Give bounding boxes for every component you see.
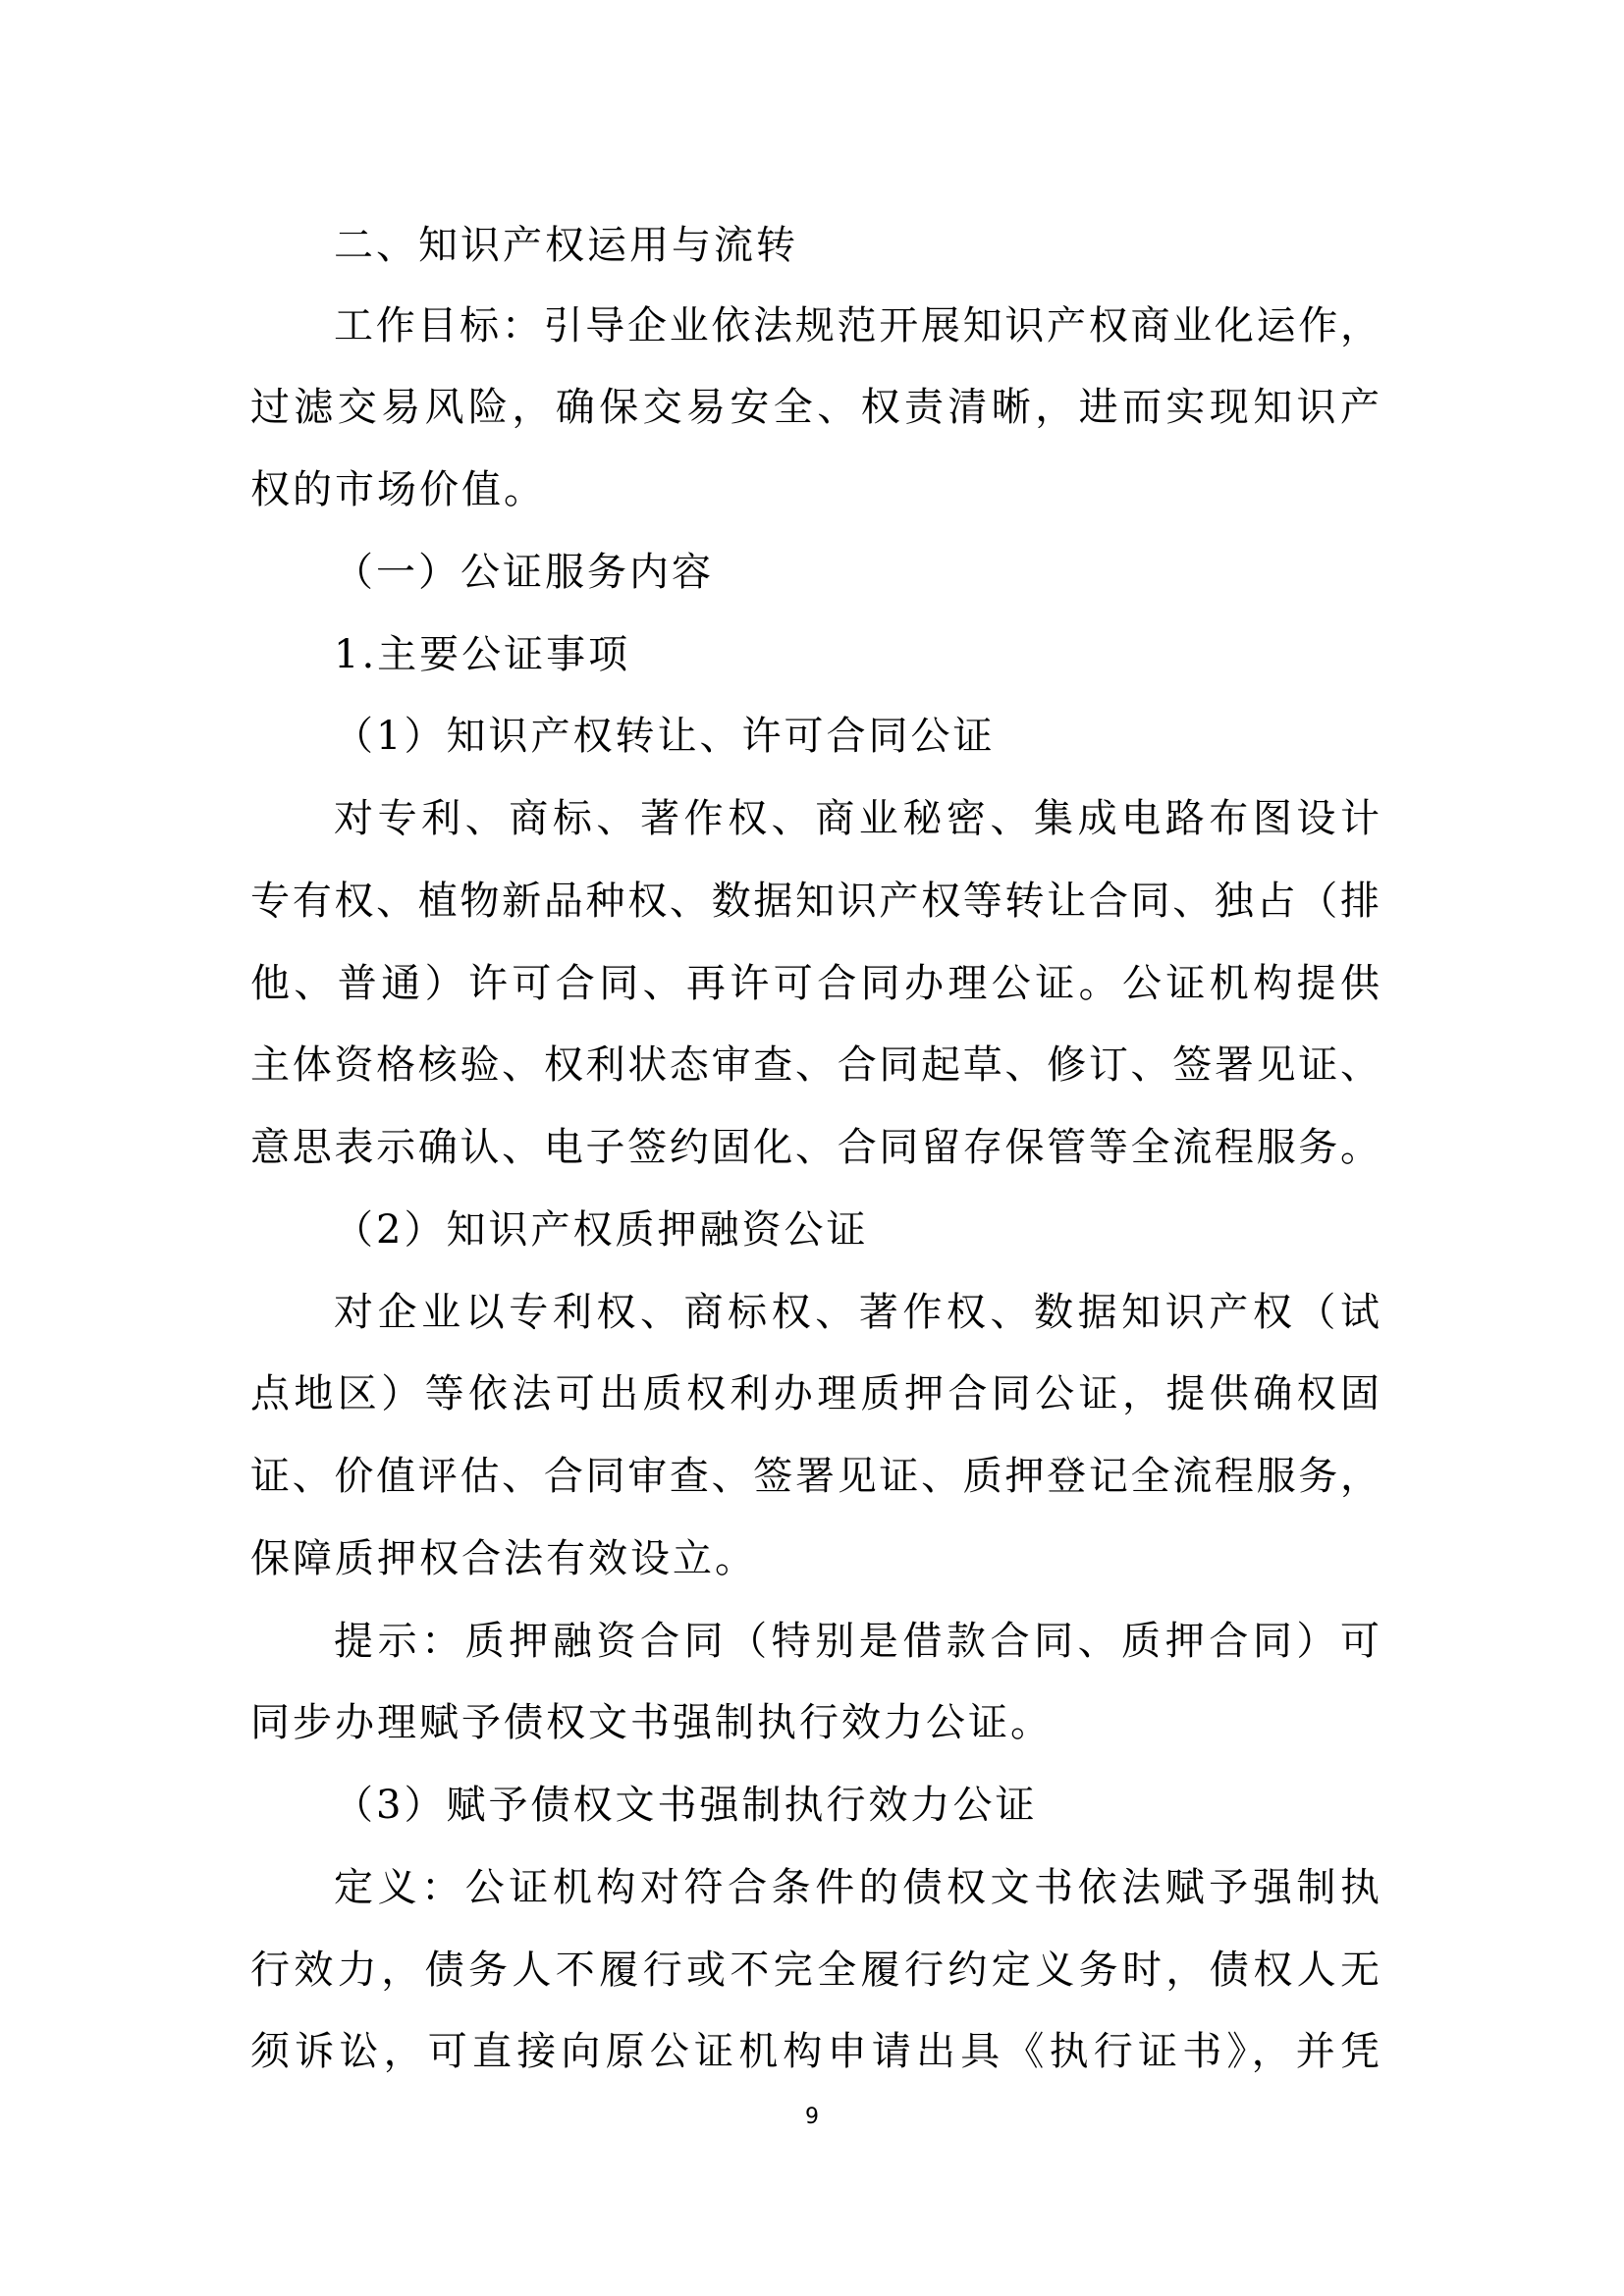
paragraph-line: 工作目标：引导企业依法规范开展知识产权商业化运作， — [334, 303, 1380, 348]
paragraph-line: 对企业以专利权、商标权、著作权、数据知识产权（试 — [334, 1290, 1380, 1335]
paragraph-line: 对专利、商标、著作权、商业秘密、集成电路布图设计 — [334, 796, 1380, 841]
paragraph-line: 保障质押权合法有效设立。 — [250, 1536, 757, 1581]
paragraph-line: 专有权、植物新品种权、数据知识产权等转让合同、独占（排 — [250, 879, 1380, 924]
paragraph-line: 他、普通）许可合同、再许可合同办理公证。公证机构提供 — [250, 961, 1380, 1006]
paragraph-line: 点地区）等依法可出质权利办理质押合同公证，提供确权固 — [250, 1371, 1380, 1416]
paragraph-line: 须诉讼，可直接向原公证机构申请出具《执行证书》，并凭 — [250, 2029, 1380, 2074]
paragraph-line: 定义：公证机构对符合条件的债权文书依法赋予强制执 — [334, 1865, 1380, 1910]
paragraph-line: 主体资格核验、权利状态审查、合同起草、修订、签署见证、 — [250, 1042, 1380, 1088]
item-heading: （2）知识产权质押融资公证 — [334, 1207, 869, 1253]
paragraph-line: 行效力，债务人不履行或不完全履行约定义务时，债权人无 — [250, 1948, 1380, 1993]
subsection-heading: （一）公证服务内容 — [334, 550, 714, 595]
paragraph-line: 权的市场价值。 — [250, 467, 546, 512]
paragraph-line: 意思表示确认、电子签约固化、合同留存保管等全流程服务。 — [250, 1125, 1380, 1170]
section-heading: 二、知识产权运用与流转 — [334, 223, 798, 268]
paragraph-line: 提示：质押融资合同（特别是借款合同、质押合同）可 — [334, 1619, 1380, 1664]
paragraph-line: 同步办理赋予债权文书强制执行效力公证。 — [250, 1700, 1053, 1745]
item-heading: （1）知识产权转让、许可合同公证 — [334, 714, 996, 759]
paragraph-line: 过滤交易风险，确保交易安全、权责清晰，进而实现知识产 — [250, 385, 1380, 430]
item-heading: 1.主要公证事项 — [334, 632, 631, 677]
item-heading: （3）赋予债权文书强制执行效力公证 — [334, 1783, 1038, 1828]
paragraph-line: 证、价值评估、合同审查、签署见证、质押登记全流程服务， — [250, 1454, 1380, 1499]
page-number: 9 — [805, 2105, 819, 2129]
